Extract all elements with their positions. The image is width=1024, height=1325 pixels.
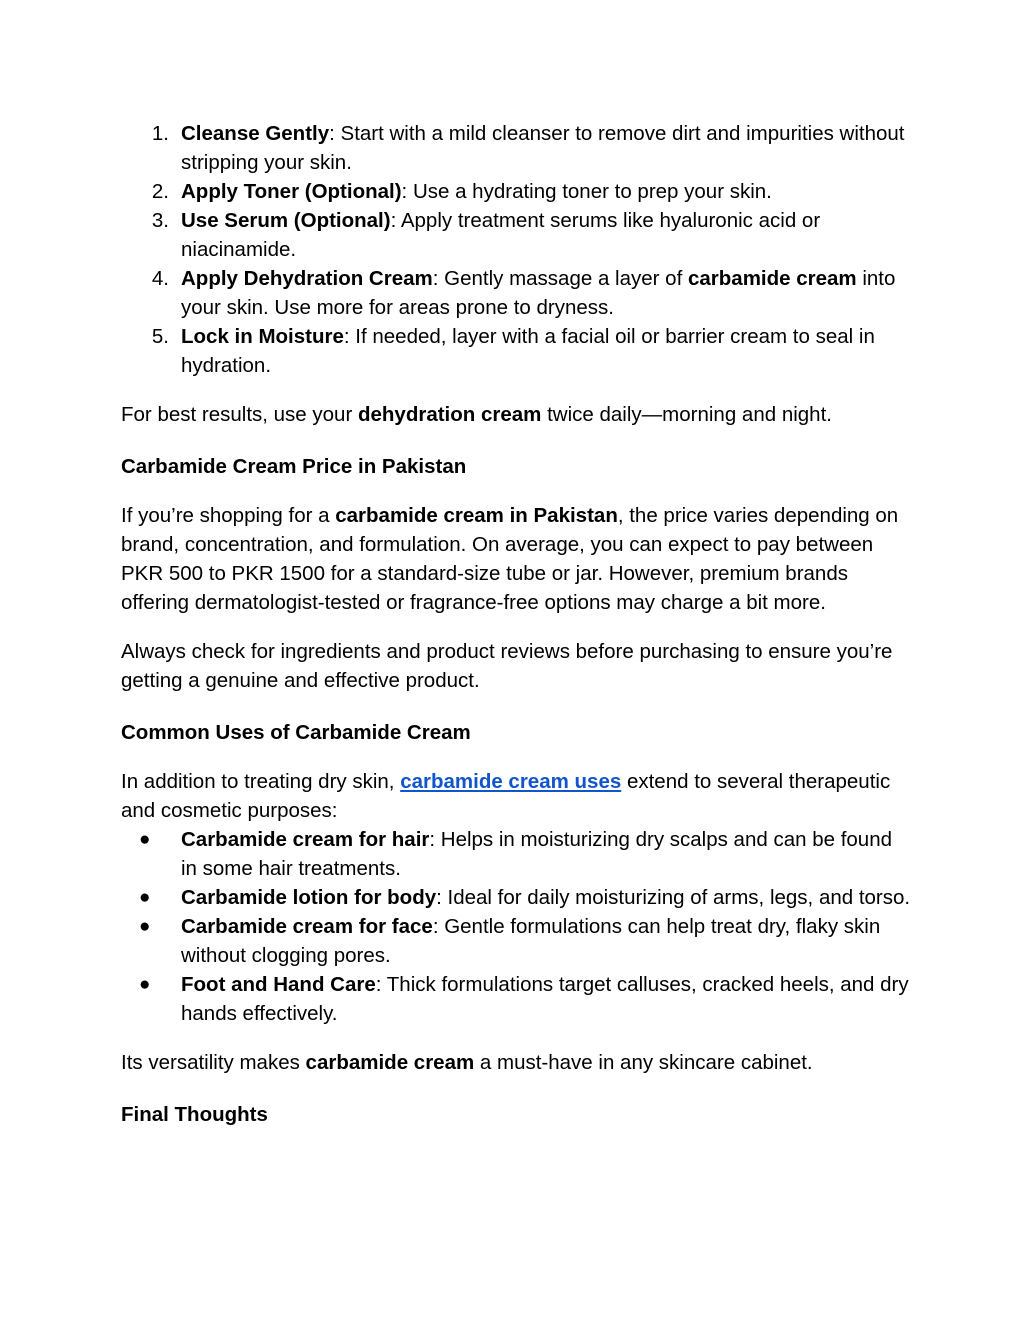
use-title: Carbamide lotion for body: [181, 886, 437, 909]
use-text: : Thick formulations target calluses, cracked heels, and dry hands effectively.: [181, 973, 909, 1025]
uses-intro-text: In addition to treating dry skin,: [121, 770, 401, 793]
step-number: 3.: [151, 209, 169, 232]
final-thoughts-heading: Final Thoughts: [121, 1103, 268, 1126]
step-text: : Gently massage a layer of: [432, 267, 688, 290]
best-results-bold: dehydration cream: [357, 403, 542, 426]
carbamide-cream-uses-link[interactable]: carbamide cream uses: [400, 770, 622, 793]
use-item: [121, 912, 911, 970]
use-text: : Ideal for daily moisturizing of arms, legs, and torso.: [436, 886, 911, 909]
bullet-icon: ●: [139, 829, 151, 850]
step-item: [121, 264, 911, 322]
skincare-steps-list: [121, 119, 911, 380]
closing-bold: carbamide cream: [305, 1051, 475, 1074]
closing-text: Its versatility makes: [121, 1051, 306, 1074]
bullet-icon: ●: [139, 916, 151, 937]
step-item: [121, 322, 911, 380]
step-title: Lock in Moisture: [181, 325, 344, 348]
closing-text-end: a must-have in any skincare cabinet.: [474, 1051, 813, 1074]
step-number: 1.: [151, 122, 169, 145]
step-text: : Use a hydrating toner to prep your skin.: [401, 180, 772, 203]
step-title: Cleanse Gently: [181, 122, 330, 145]
step-item: [121, 119, 911, 177]
best-results-paragraph: [121, 400, 911, 429]
price-bold: carbamide cream in Pakistan: [335, 504, 618, 527]
use-title: Foot and Hand Care: [181, 973, 376, 996]
uses-bullet-list: [121, 825, 911, 1028]
bullet-icon: ●: [139, 887, 151, 908]
step-text: : Start with a mild cleanser to remove dirt and impurities without stripping your skin.: [181, 122, 905, 174]
best-results-text-end: twice daily—morning and night.: [541, 403, 832, 426]
use-text: : Helps in moisturizing dry scalps and can be found in some hair treatments.: [181, 828, 893, 880]
step-number: 4.: [151, 267, 169, 290]
step-number: 2.: [151, 180, 169, 203]
use-text: : Gentle formulations can help treat dry, flaky skin without clogging pores.: [181, 915, 881, 967]
step-item: [121, 177, 911, 206]
uses-intro-paragraph: [121, 767, 911, 825]
bullet-icon: ●: [139, 974, 151, 995]
step-text: : If needed, layer with a facial oil or barrier cream to seal in hydration.: [181, 325, 875, 377]
ingredients-paragraph: Always check for ingredients and product reviews before purchasing to ensure you’re getting a genuine and effective product.: [121, 640, 893, 692]
step-title: Apply Toner (Optional): [181, 180, 402, 203]
closing-paragraph: [121, 1048, 911, 1077]
use-item: [121, 883, 911, 912]
price-text: If you’re shopping for a: [121, 504, 336, 527]
uses-intro-text-end: extend to several therapeutic and cosmetic purposes:: [121, 770, 891, 822]
best-results-text: For best results, use your: [121, 403, 358, 426]
use-item: [121, 825, 911, 883]
price-paragraph: [121, 501, 911, 617]
step-text-continued: into your skin. Use more for areas prone to dryness.: [181, 267, 896, 319]
use-item: [121, 970, 911, 1028]
step-number: 5.: [151, 325, 169, 348]
price-heading: Carbamide Cream Price in Pakistan: [121, 455, 467, 478]
step-bold-term: carbamide cream: [687, 267, 857, 290]
price-text-end: , the price varies depending on brand, concentration, and formulation. On average, you can expect to pay between PKR 500 to PKR 1500 for a standard-size tube or jar. However, premium brands offering dermatologist-tested or fragrance-free options may charge a bit more.: [121, 504, 899, 614]
uses-heading: Common Uses of Carbamide Cream: [121, 721, 471, 744]
step-item: [121, 206, 911, 264]
step-title: Use Serum (Optional): [181, 209, 391, 232]
step-text: : Apply treatment serums like hyaluronic acid or niacinamide.: [181, 209, 821, 261]
step-title: Apply Dehydration Cream: [181, 267, 433, 290]
document-page: [121, 119, 911, 1129]
use-title: Carbamide cream for face: [181, 915, 433, 938]
use-title: Carbamide cream for hair: [181, 828, 430, 851]
